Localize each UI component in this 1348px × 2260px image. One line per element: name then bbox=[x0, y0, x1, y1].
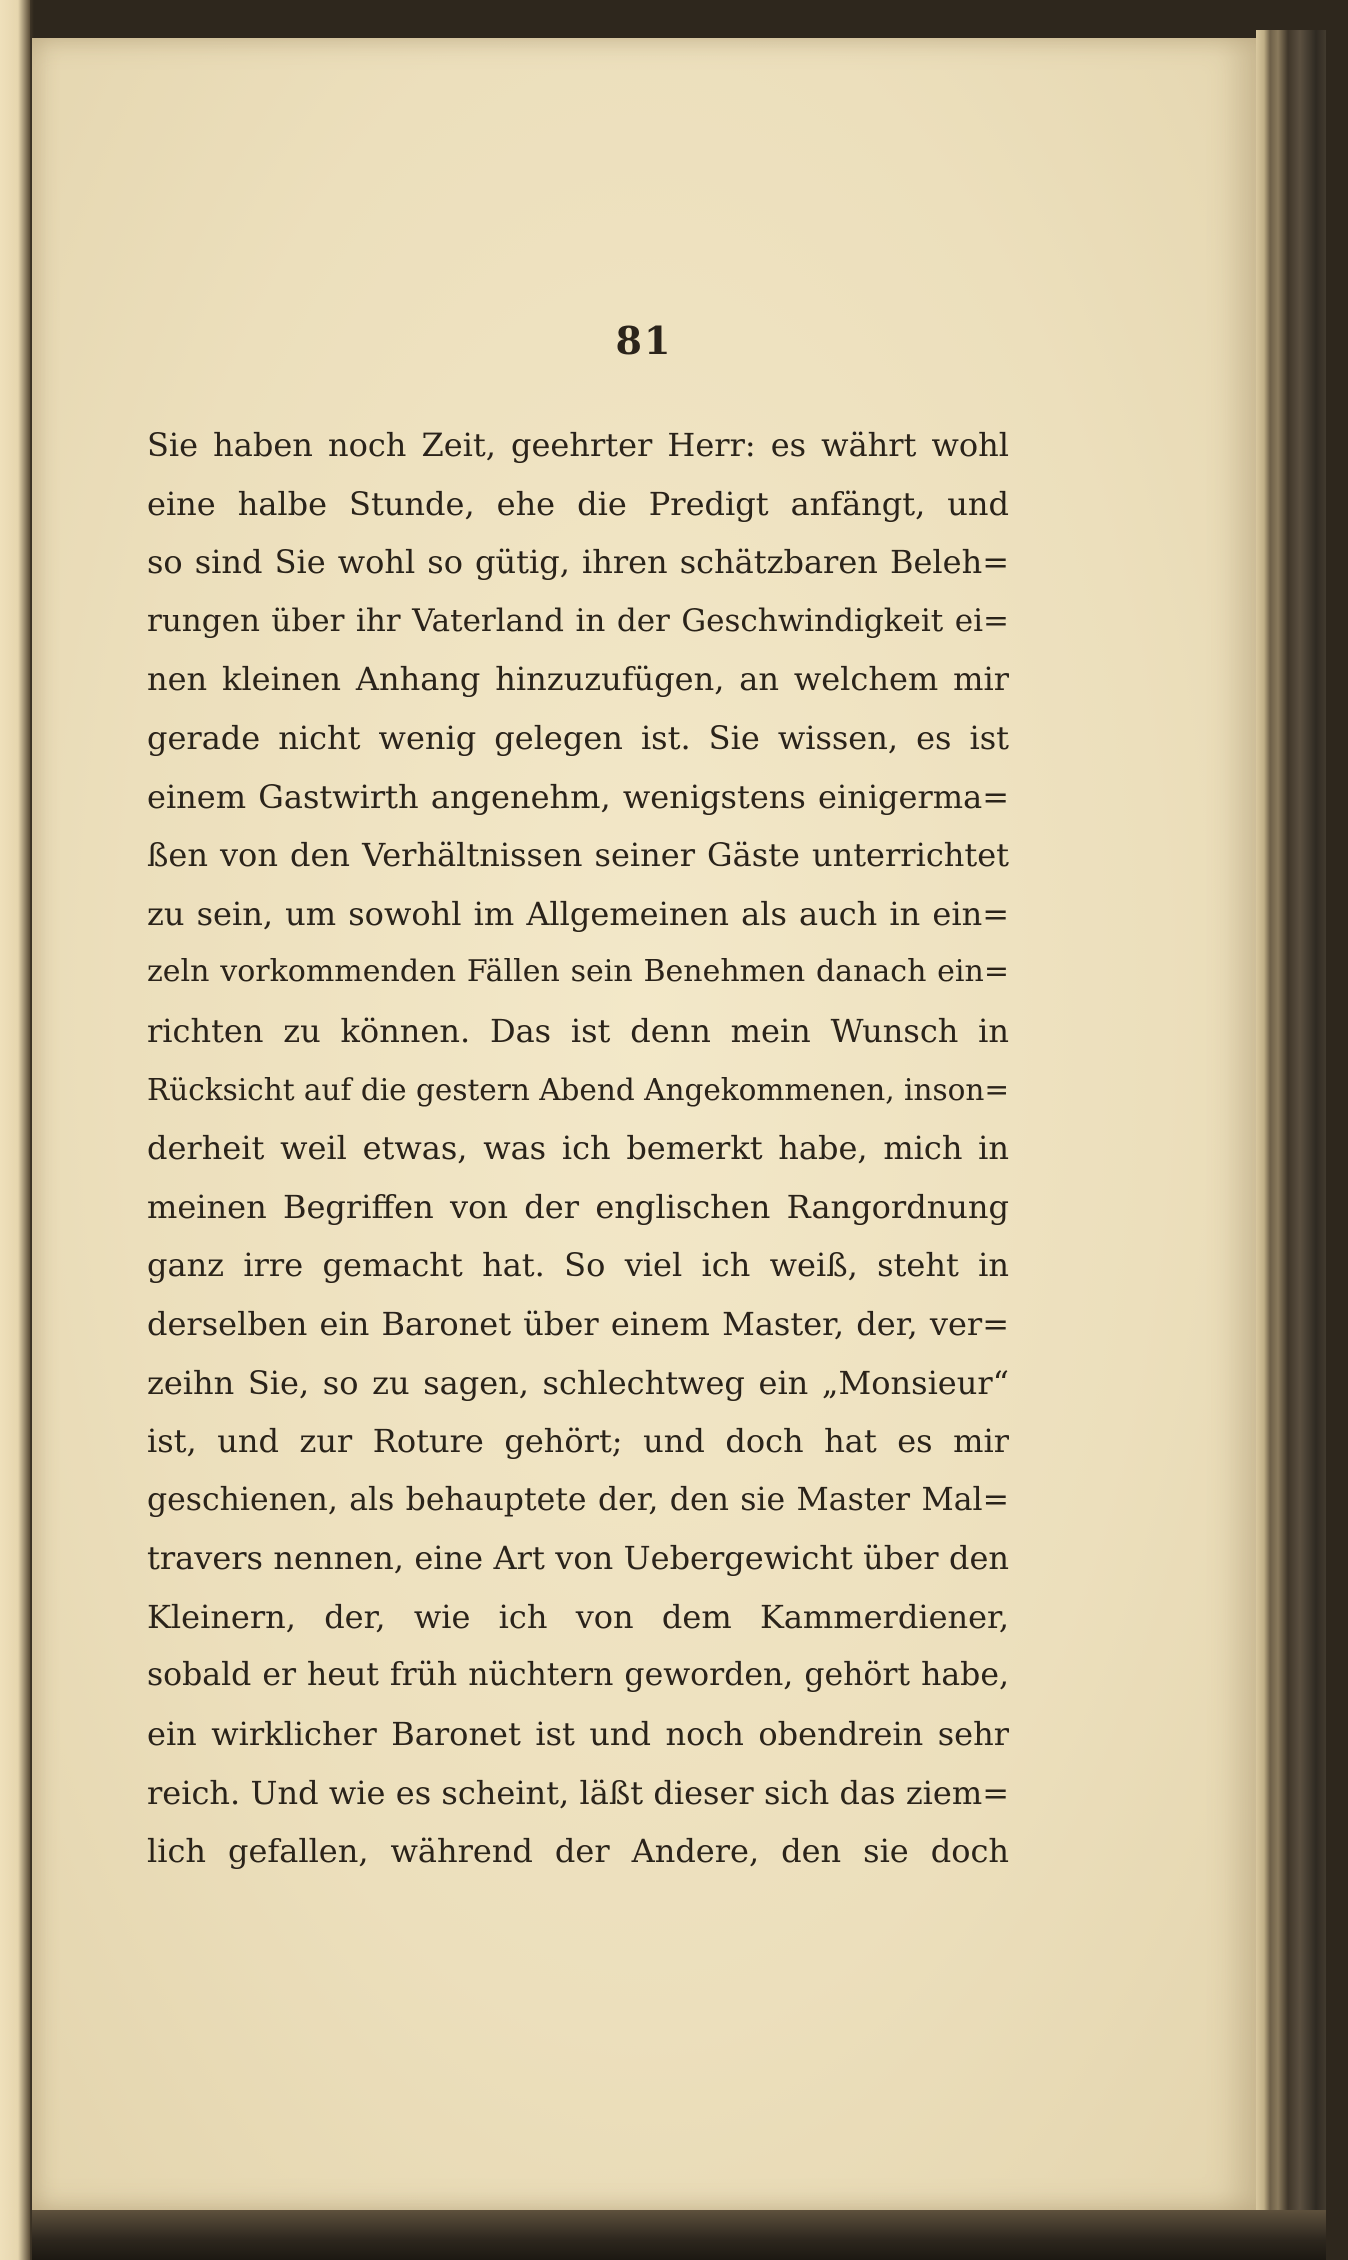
text-line: meinen Begriffen von der englischen Rangordnung bbox=[147, 1187, 1009, 1226]
body-text bbox=[147, 416, 1009, 1881]
text-line: derheit weil etwas, was ich bemerkt habe, mich in bbox=[147, 1129, 1009, 1168]
text-line: derselben ein Baronet über einem Master, der, ver= bbox=[147, 1304, 1009, 1343]
text-line: reich. Und wie es scheint, läßt dieser sich das ziem= bbox=[147, 1773, 1009, 1812]
text-line: ßen von den Verhältnissen seiner Gäste unterrichtet bbox=[147, 836, 1009, 875]
book-page-edges bbox=[1256, 30, 1326, 2220]
text-line: ganz irre gemacht hat. So viel ich weiß, steht in bbox=[147, 1246, 1009, 1285]
text-line: ist, und zur Roture gehört; und doch hat es mir bbox=[147, 1422, 1009, 1461]
text-line: Sie haben noch Zeit, geehrter Herr: es währt wohl bbox=[147, 426, 1009, 464]
text-line: nen kleinen Anhang hinzuzufügen, an welchem mir bbox=[147, 660, 1009, 699]
text-line: einem Gastwirth angenehm, wenigstens einigerma= bbox=[147, 777, 1009, 816]
text-line: zeihn Sie, so zu sagen, schlechtweg ein „Monsieur“ bbox=[147, 1363, 1009, 1402]
text-line: geschienen, als behauptete der, den sie Master Mal= bbox=[147, 1481, 1009, 1518]
book-bottom-edge bbox=[32, 2210, 1326, 2260]
text-line: eine halbe Stunde, ehe die Predigt anfängt, und bbox=[147, 484, 1009, 523]
page-number: 81 bbox=[615, 318, 673, 363]
previous-page-edge bbox=[0, 0, 30, 2260]
text-line: rungen über ihr Vaterland in der Geschwindigkeit ei= bbox=[147, 602, 1009, 639]
text-line: so sind Sie wohl so gütig, ihren schätzbaren Beleh= bbox=[147, 543, 1009, 582]
text-line: gerade nicht wenig gelegen ist. Sie wissen, es ist bbox=[147, 718, 1009, 757]
text-line: Rücksicht auf die gestern Abend Angekommenen, inson= bbox=[147, 1072, 1009, 1107]
text-line: richten zu können. Das ist denn mein Wunsch in bbox=[147, 1011, 1009, 1050]
text-line: ein wirklicher Baronet ist und noch obendrein sehr bbox=[147, 1715, 1009, 1754]
text-line: Kleinern, der, wie ich von dem Kammerdiener, bbox=[147, 1597, 1009, 1636]
text-line: lich gefallen, während der Andere, den sie doch bbox=[147, 1832, 1009, 1871]
text-line: travers nennen, eine Art von Uebergewicht über den bbox=[147, 1539, 1009, 1578]
text-line: zeln vorkommenden Fällen sein Benehmen danach ein= bbox=[147, 954, 1009, 990]
text-line: zu sein, um sowohl im Allgemeinen als auch in ein= bbox=[147, 894, 1009, 933]
book-page bbox=[32, 38, 1256, 2210]
text-line: sobald er heut früh nüchtern geworden, gehört habe, bbox=[147, 1657, 1009, 1694]
